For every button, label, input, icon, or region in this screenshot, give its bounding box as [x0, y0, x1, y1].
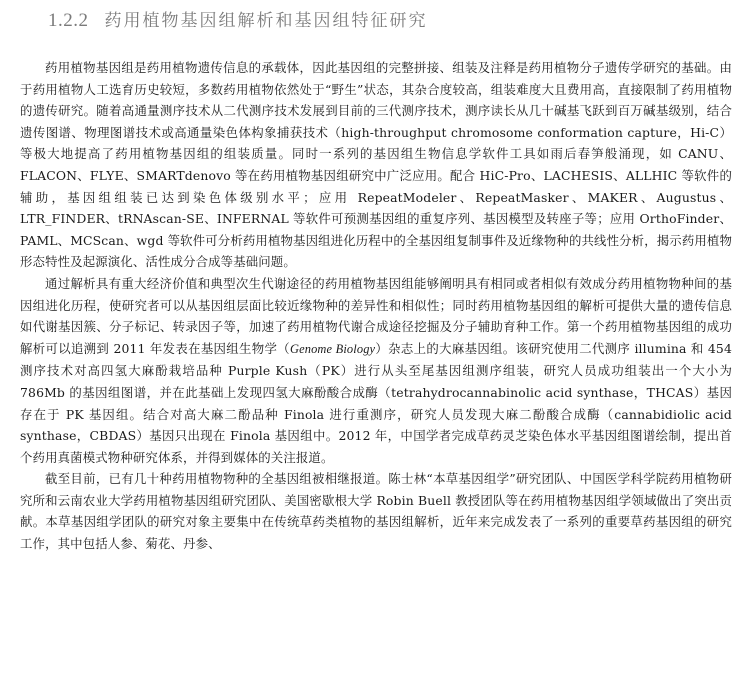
paragraph-cannabis-genome	[20, 273, 732, 468]
journal-name: Genome Biology	[289, 341, 376, 356]
paragraph-research-teams: 截至目前，已有几十种药用植物物种的全基因组被相继报道。陈士林“本草基因组学”研究团队、中国医学科学院药用植物研究所和云南农业大学药用植物基因组研究团队、美国密歇根大学 Robin Buell 教授团队等在药用植物基因组学领域做出了突出贡献。本草基因组学团队的研究对象主要集中在传统草药类植物的基因组解析，近年来完成发表了一系列的重要草药基因组的研究工作，其中包括人参、菊花、丹参、	[20, 471, 732, 552]
section-number: 1.2.2	[48, 10, 89, 31]
section-heading	[48, 6, 428, 36]
paragraph-text: ）杂志上的大麻基因组。该研究使用二代测序 illumina 和 454 测序技术对高四氢大麻酚栽培品种 Purple Kush（PK）进行从头至尾基因组测序组装，研究人员成功组装出一个大小为 786Mb 的基因组图谱，并在此基础上发现四氢大麻酚酸合成酶（tetrahydrocannabinolic acid synthase，THCAS）基因存在于 PK 基因组。结合对高大麻二酚品种 Finola 进行重测序，研究人员发现大麻二酚酸合成酶（cannabidiolic acid synthase，CBDAS）基因只出现在 Finola 基因组中。2012 年，中国学者完成草药灵芝染色体水平基因组图谱绘制，提出首个药用真菌模式物种研究体系，并得到媒体的关注报道。	[20, 340, 733, 465]
body-text	[20, 57, 732, 555]
section-title: 药用植物基因组解析和基因组特征研究	[104, 11, 428, 31]
paragraph-genome-assembly: 药用植物基因组是药用植物遗传信息的承载体，因此基因组的完整拼接、组装及注释是药用植物分子遗传学研究的基础。由于药用植物人工选育历史较短，多数药用植物依然处于“野生”状态，其杂合度较高，组装难度大且费用高，直接限制了药用植物的遗传研究。随着高通量测序技术从二代测序技术发展到目前的三代测序技术，测序读长从几十碱基飞跃到百万碱基级别，结合遗传图谱、物理图谱技术或高通量染色体构象捕获技术（high-throughput chromosome conformation capture，Hi-C）等极大地提高了药用植物基因组的组装质量。同时一系列的基因组生物信息学软件工具如雨后春笋般涌现，如 CANU、FLACON、FLYE、SMARTdenovo 等在药用植物基因组研究中广泛应用。配合 HiC-Pro、LACHESIS、ALLHIC 等软件的辅助，基因组组装已达到染色体级别水平；应用 RepeatModeler、RepeatMasker、MAKER、Augustus、LTR_FINDER、tRNAscan-SE、INFERNAL 等软件可预测基因组的重复序列、基因模型及转座子等；应用 OrthoFinder、PAML、MCScan、wgd 等软件可分析药用植物基因组进化历程中的全基因组复制事件及近缘物种的共线性分析，揭示药用植物形态特性及起源演化、活性成分合成等基础问题。	[20, 60, 732, 270]
paragraph-text: 通过解析具有重大经济价值和典型次生代谢途径的药用植物基因组能够阐明具有相同或者相似有效成分药用植物物种间的基因组进化历程，使研究者可以从基因组层面比较近缘物种的差异性和相似性；同时药用植物基因组的解析可提供大量的遗传信息如代谢基因簇、分子标记、转录因子等，加速了药用植物代谢合成途径挖掘及分子辅助育种工作。第一个药用植物基因组的成功解析可以追溯到 2011 年发表在基因组生物学（	[20, 275, 732, 356]
